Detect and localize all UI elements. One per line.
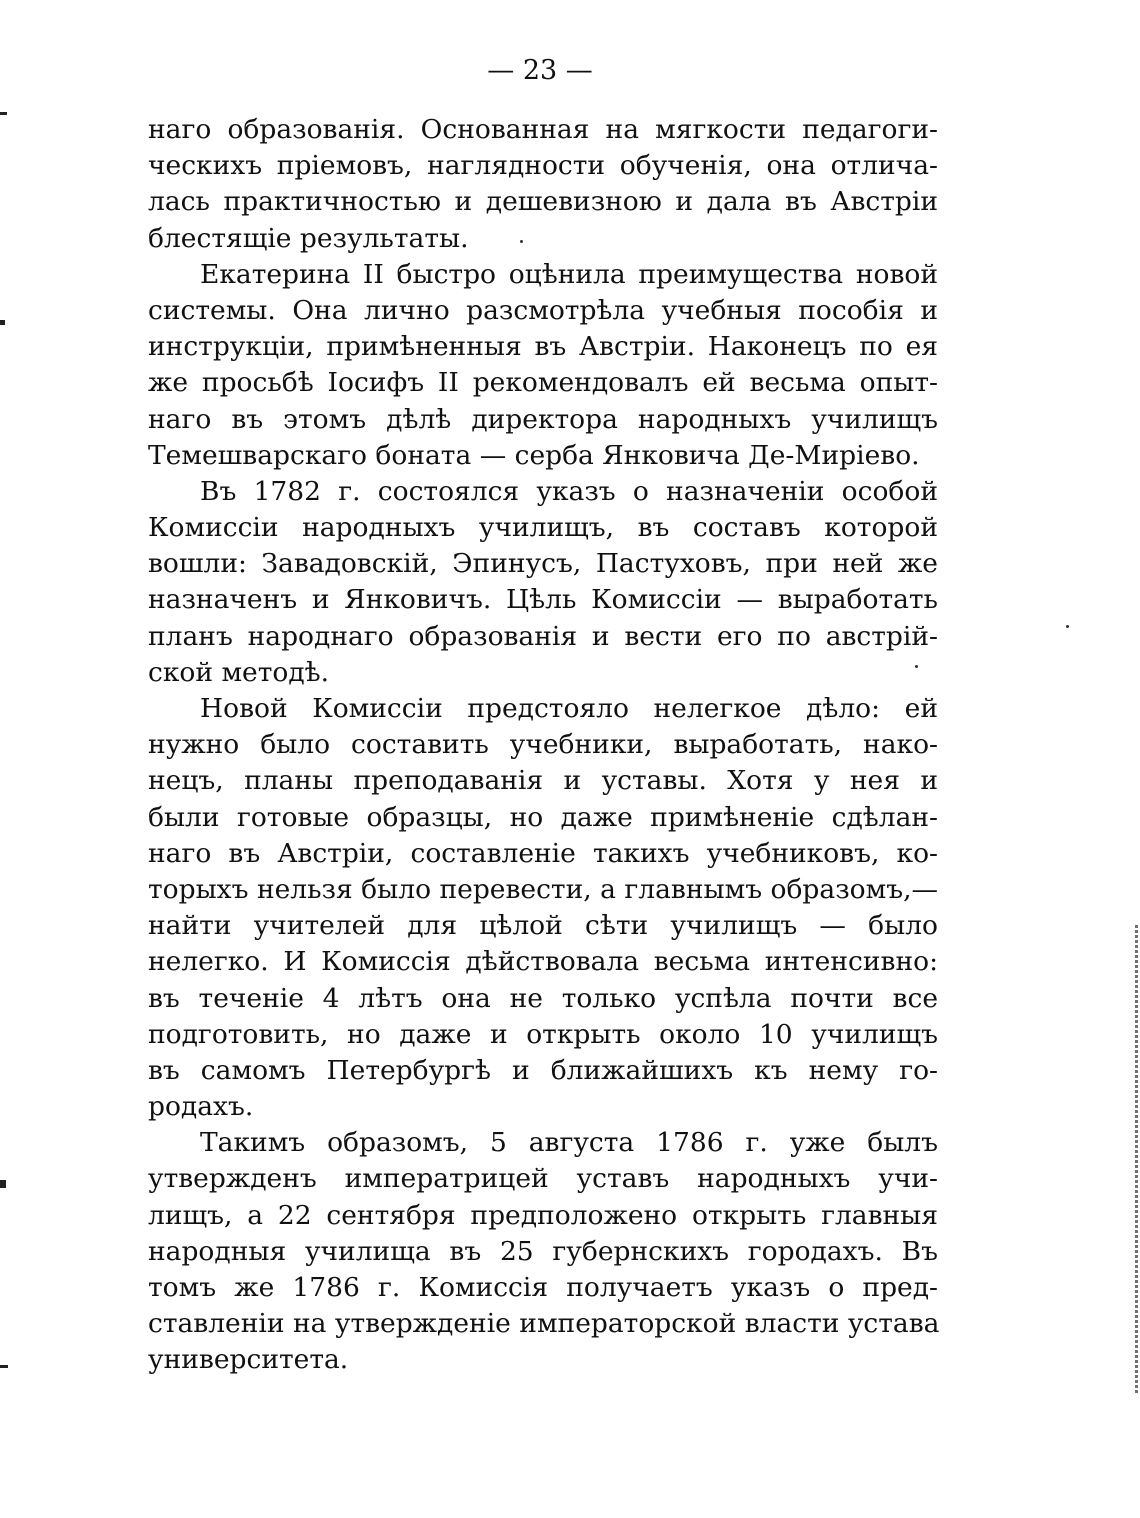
- text-line: планъ народнаго образованія и вести его по австрій-: [148, 620, 938, 652]
- text-line: нецъ, планы преподаванія и уставы. Хотя у нея и: [148, 765, 938, 797]
- scan-edge-mark: [0, 112, 7, 115]
- page-number: — 23 —: [487, 55, 593, 86]
- text-line: найти учителей для цѣлой сѣти училищъ — было: [148, 910, 938, 942]
- body-text: [148, 112, 938, 1379]
- text-line: Темешварскаго боната — серба Янковича Де-Миріево.: [148, 439, 920, 471]
- text-line: въ теченіе 4 лѣтъ она не только успѣла почти все: [148, 982, 938, 1014]
- text-line: Такимъ образомъ, 5 августа 1786 г. уже былъ: [200, 1127, 938, 1159]
- text-line: вошли: Завадовскій, Эпинусъ, Пастуховъ, при ней же: [148, 548, 938, 580]
- text-line: Новой Комиссіи предстояло нелегкое дѣло: ей: [200, 693, 938, 724]
- text-line: наго въ этомъ дѣлѣ директора народныхъ училищъ: [148, 403, 938, 435]
- text-line: Комиссіи народныхъ училищъ, въ составъ которой: [148, 512, 938, 544]
- text-line: народныя училища въ 25 губернскихъ городахъ. Въ: [148, 1235, 938, 1267]
- text-line: ставленіи на утвержденіе императорской власти устава: [148, 1308, 940, 1340]
- text-line: нелегко. И Комиссія дѣйствовала весьма интенсивно:: [148, 946, 938, 978]
- text-line: Въ 1782 г. состоялся указъ о назначеніи особой: [200, 475, 938, 507]
- scan-speck: [915, 665, 918, 668]
- text-line: ской методѣ.: [148, 656, 330, 688]
- text-line: родахъ.: [148, 1091, 254, 1123]
- text-line: лась практичностью и дешевизною и дала въ Австріи: [148, 186, 938, 218]
- text-line: инструкціи, примѣненныя въ Австріи. Наконецъ по ея: [148, 331, 938, 363]
- text-line: системы. Она лично разсмотрѣла учебныя пособія и: [148, 294, 938, 326]
- text-line: Екатерина II быстро оцѣнила преимущества новой: [200, 258, 938, 290]
- scan-right-edge: [1135, 925, 1138, 1395]
- text-line: были готовые образцы, но даже примѣненіе сдѣлан-: [148, 801, 938, 833]
- scan-speck: [520, 240, 523, 243]
- scan-edge-mark: [0, 1180, 6, 1188]
- text-line: ческихъ пріемовъ, наглядности обученія, она отлича-: [148, 150, 938, 182]
- text-line: назначенъ и Янковичъ. Цѣль Комиссіи — выработать: [148, 584, 938, 616]
- text-line: наго образованія. Основанная на мягкости педагоги-: [148, 114, 938, 145]
- text-line: нужно было составить учебники, выработать, нако-: [148, 729, 938, 761]
- text-line: блестящіе результаты.: [148, 222, 469, 254]
- scan-edge-mark: [0, 1365, 8, 1368]
- text-line: подготовить, но даже и открыть около 10 училищъ: [148, 1018, 938, 1050]
- text-line: утвержденъ императрицей уставъ народныхъ учи-: [148, 1163, 938, 1195]
- text-line: торыхъ нельзя было перевести, а главнымъ образомъ,—: [148, 873, 938, 905]
- text-line: лищъ, а 22 сентября предположено открыть главныя: [148, 1199, 938, 1231]
- text-line: наго въ Австріи, составленіе такихъ учебниковъ, ко-: [148, 837, 938, 869]
- text-line: же просьбѣ Іосифъ II рекомендовалъ ей весьма опыт-: [148, 367, 938, 399]
- text-line: университета.: [148, 1344, 349, 1376]
- text-line: въ самомъ Петербургѣ и ближайшихъ къ нему го-: [148, 1054, 938, 1086]
- scan-speck: [1066, 625, 1069, 628]
- text-line: томъ же 1786 г. Комиссія получаетъ указъ о пред-: [148, 1272, 938, 1303]
- scan-edge-mark: [0, 320, 5, 325]
